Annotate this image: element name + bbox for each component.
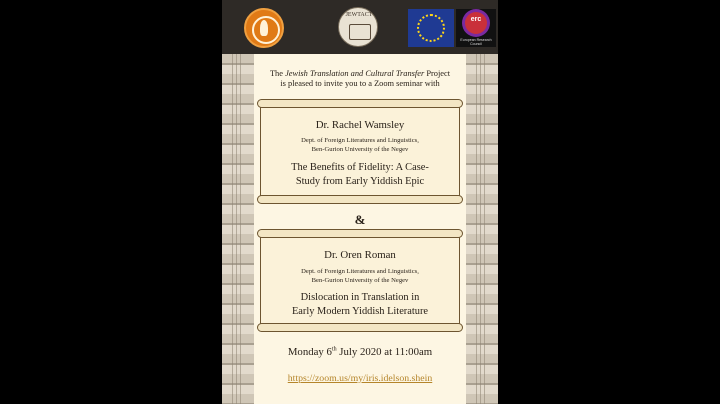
event-date: Monday 6th July 2020 at 11:00am: [287, 346, 433, 358]
speaker1-dept-2: Ben-Gurion University of the Negev: [311, 146, 409, 153]
project-name: Jewish Translation and Cultural Transfer: [285, 69, 425, 78]
speaker1-talk-title-1: The Benefits of Fidelity: A Case-: [291, 162, 429, 173]
zoom-link[interactable]: https://zoom.us/my/iris.idelson.shein: [287, 373, 433, 384]
speaker1-dept-1: Dept. of Foreign Literatures and Linguistics,: [301, 137, 419, 144]
speaker2-name: Dr. Oren Roman: [324, 249, 396, 261]
speaker2-talk-title-2: Early Modern Yiddish Literature: [291, 306, 429, 317]
speaker1-name: Dr. Rachel Wamsley: [315, 119, 405, 131]
jewtact-logo-text: JEWTACT: [345, 12, 373, 18]
speaker2-dept-1: Dept. of Foreign Literatures and Linguistics,: [301, 268, 419, 275]
speaker2-talk-title-1: Dislocation in Translation in: [300, 292, 420, 303]
erc-caption: European Research Council: [460, 38, 492, 46]
intro-line-2: is pleased to invite you to a Zoom seminar with: [280, 79, 440, 88]
erc-logo-text: erc: [470, 16, 482, 23]
speaker1-talk-title-2: Study from Early Yiddish Epic: [295, 176, 425, 187]
speaker2-dept-2: Ben-Gurion University of the Negev: [311, 277, 409, 284]
ampersand: &: [354, 212, 366, 227]
intro-line-1: The Jewish Translation and Cultural Transfer Project: [269, 69, 451, 78]
poster-text-layer: [222, 0, 498, 404]
